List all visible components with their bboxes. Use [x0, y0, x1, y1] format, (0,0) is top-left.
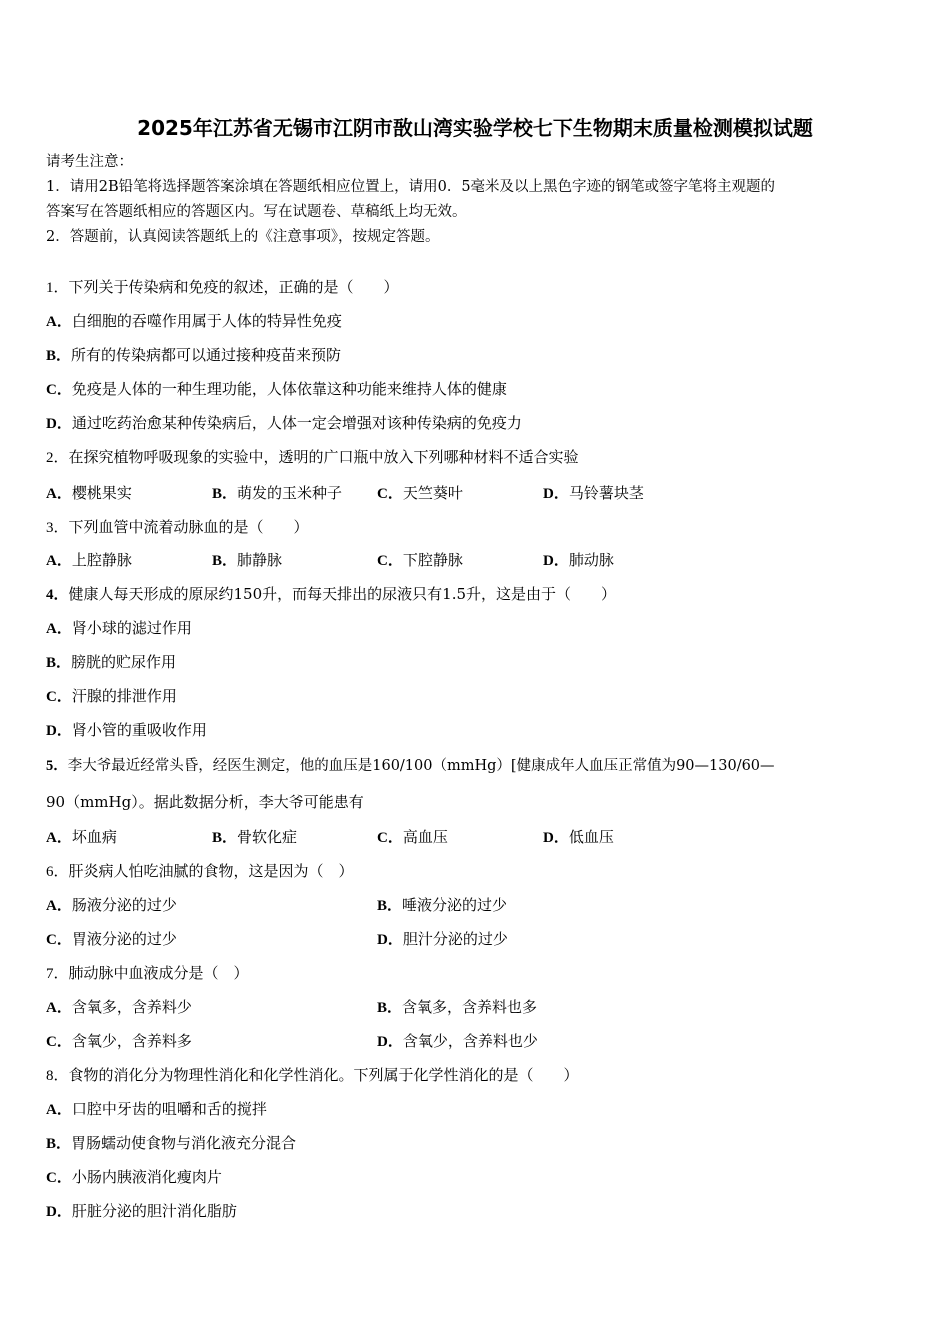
- question-number: 3．: [46, 520, 69, 536]
- question-6-stem: [46, 860, 354, 881]
- option-text: 肝脏分泌的胆汁消化脂肪: [71, 1202, 237, 1220]
- question-6-options-row-2: [46, 928, 906, 948]
- option-text: 肾小球的滤过作用: [71, 619, 192, 637]
- question-6-option-b: [377, 894, 507, 915]
- option-label: B．: [46, 1136, 72, 1152]
- option-text: 上腔静脉: [71, 551, 132, 569]
- option-text: 通过吃药治愈某种传染病后，人体一定会增强对该种传染病的免疫力: [71, 414, 522, 432]
- question-text: 下列关于传染病和免疫的叙述，正确的是（ ）: [68, 278, 399, 296]
- question-6-options-row-1: [46, 894, 906, 914]
- option-label: B．: [212, 553, 238, 569]
- option-text: 坏血病: [71, 828, 117, 846]
- question-text: 90（mmHg）。据此数据分析，李大爷可能患有: [46, 793, 364, 811]
- option-label: C．: [46, 1170, 72, 1186]
- question-number: 1．: [46, 280, 69, 296]
- option-text: 肺动脉: [568, 551, 614, 569]
- question-7-option-c: [46, 1030, 192, 1051]
- question-5-option-d: [543, 826, 614, 847]
- option-label: B．: [212, 486, 238, 502]
- question-2-option-b: [212, 482, 342, 503]
- option-label: A．: [46, 314, 72, 330]
- question-8-option-c: [46, 1166, 222, 1187]
- question-5-option-a: [46, 826, 117, 847]
- question-5-option-c: [377, 826, 448, 847]
- question-number: 6．: [46, 864, 69, 880]
- question-5-stem-continued: [46, 791, 364, 812]
- question-6-option-a: [46, 894, 177, 915]
- question-text: 李大爷最近经常头昏，经医生测定，他的血压是160/100（mmHg）[健康成年人血压正常值为90—130/60—: [67, 758, 775, 774]
- question-4-option-c: [46, 685, 177, 706]
- question-5-option-b: [212, 826, 297, 847]
- option-label: A．: [46, 1102, 72, 1118]
- option-label: A．: [46, 830, 72, 846]
- question-7-options-row-1: [46, 996, 906, 1016]
- page-title: 2025年江苏省无锡市江阴市敔山湾实验学校七下生物期末质量检测模拟试题: [137, 116, 813, 140]
- question-text: 肺动脉中血液成分是（ ）: [68, 964, 249, 982]
- option-label: A．: [46, 1000, 72, 1016]
- question-number: 4．: [46, 587, 69, 603]
- question-8-option-b: [46, 1132, 296, 1153]
- question-5-stem: [46, 754, 775, 775]
- option-text: 骨软化症: [237, 828, 298, 846]
- question-text: 健康人每天形成的原尿约150升，而每天排出的尿液只有1.5升，这是由于（ ）: [68, 585, 617, 603]
- question-1-option-a: [46, 310, 342, 331]
- option-text: 胆汁分泌的过少: [402, 930, 508, 948]
- notice-item: 2．答题前，认真阅读答题纸上的《注意事项》，按规定答题。: [46, 229, 440, 245]
- question-text: 肝炎病人怕吃油腻的食物，这是因为（ ）: [68, 862, 354, 880]
- option-label: C．: [46, 689, 72, 705]
- question-3-option-c: [377, 549, 463, 570]
- question-8-option-d: [46, 1200, 237, 1221]
- option-label: B．: [377, 898, 403, 914]
- option-label: B．: [46, 655, 72, 671]
- question-3-options: [46, 549, 906, 569]
- question-2-option-c: [377, 482, 463, 503]
- option-text: 樱桃果实: [71, 484, 132, 502]
- option-text: 白细胞的吞噬作用属于人体的特异性免疫: [71, 312, 342, 330]
- option-label: B．: [46, 348, 72, 364]
- question-1-option-b: [46, 344, 341, 365]
- question-7-option-b: [377, 996, 537, 1017]
- notice-heading: 请考生注意：: [46, 154, 133, 170]
- option-label: A．: [46, 621, 72, 637]
- question-number: 7．: [46, 966, 69, 982]
- question-4-option-a: [46, 617, 192, 638]
- question-6-option-c: [46, 928, 177, 949]
- question-text: 下列血管中流着动脉血的是（ ）: [68, 518, 309, 536]
- option-label: D．: [543, 830, 569, 846]
- option-label: D．: [543, 553, 569, 569]
- option-label: A．: [46, 898, 72, 914]
- question-4-stem: [46, 583, 616, 604]
- option-text: 萌发的玉米种子: [237, 484, 343, 502]
- question-7-stem: [46, 962, 249, 983]
- option-label: C．: [377, 830, 403, 846]
- option-label: D．: [46, 416, 72, 432]
- option-label: D．: [543, 486, 569, 502]
- option-text: 口腔中牙齿的咀嚼和舌的搅拌: [71, 1100, 267, 1118]
- question-2-options: [46, 482, 906, 502]
- question-6-option-d: [377, 928, 508, 949]
- option-text: 免疫是人体的一种生理功能，人体依靠这种功能来维持人体的健康: [71, 380, 507, 398]
- option-text: 所有的传染病都可以通过接种疫苗来预防: [71, 346, 342, 364]
- option-text: 肠液分泌的过少: [71, 896, 177, 914]
- option-text: 汗腺的排泄作用: [71, 687, 177, 705]
- option-text: 胃液分泌的过少: [71, 930, 177, 948]
- option-label: A．: [46, 553, 72, 569]
- question-3-stem: [46, 516, 309, 537]
- question-2-option-a: [46, 482, 132, 503]
- option-label: B．: [377, 1000, 403, 1016]
- option-text: 含氧多，含养料也多: [402, 998, 538, 1016]
- question-text: 食物的消化分为物理性消化和化学性消化。下列属于化学性消化的是（ ）: [68, 1066, 579, 1084]
- question-3-option-d: [543, 549, 614, 570]
- question-2-option-d: [543, 482, 644, 503]
- option-label: C．: [377, 553, 403, 569]
- option-text: 肺静脉: [237, 551, 283, 569]
- option-label: C．: [377, 486, 403, 502]
- option-text: 低血压: [568, 828, 614, 846]
- question-8-option-a: [46, 1098, 267, 1119]
- option-text: 马铃薯块茎: [568, 484, 644, 502]
- option-label: C．: [46, 932, 72, 948]
- option-label: B．: [212, 830, 238, 846]
- option-text: 小肠内胰液消化瘦肉片: [71, 1168, 222, 1186]
- notice-item: 答案写在答题纸相应的答题区内。写在试题卷、草稿纸上均无效。: [46, 204, 467, 220]
- option-text: 唾液分泌的过少: [402, 896, 508, 914]
- option-label: D．: [377, 932, 403, 948]
- question-4-option-d: [46, 719, 207, 740]
- option-text: 含氧多，含养料少: [71, 998, 192, 1016]
- question-7-options-row-2: [46, 1030, 906, 1050]
- option-label: C．: [46, 1034, 72, 1050]
- question-text: 在探究植物呼吸现象的实验中，透明的广口瓶中放入下列哪种材料不适合实验: [68, 448, 579, 466]
- option-text: 膀胱的贮尿作用: [71, 653, 177, 671]
- notice-item: 1．请用2B铅笔将选择题答案涂填在答题纸相应位置上，请用0．5毫米及以上黑色字迹的钢笔或签字笔将主观题的: [46, 179, 776, 195]
- question-2-stem: [46, 446, 579, 467]
- notice-block: [46, 150, 906, 250]
- option-label: D．: [46, 1204, 72, 1220]
- option-text: 高血压: [402, 828, 448, 846]
- question-number: 8．: [46, 1068, 69, 1084]
- question-1-option-c: [46, 378, 507, 399]
- option-text: 胃肠蠕动使食物与消化液充分混合: [71, 1134, 297, 1152]
- option-label: D．: [377, 1034, 403, 1050]
- question-5-options: [46, 826, 906, 846]
- option-text: 下腔静脉: [402, 551, 463, 569]
- question-8-stem: [46, 1064, 579, 1085]
- option-text: 含氧少，含养料多: [71, 1032, 192, 1050]
- question-3-option-a: [46, 549, 132, 570]
- question-7-option-a: [46, 996, 192, 1017]
- question-1-stem: [46, 276, 399, 297]
- option-text: 肾小管的重吸收作用: [71, 721, 207, 739]
- question-1-option-d: [46, 412, 522, 433]
- option-text: 含氧少，含养料也少: [402, 1032, 538, 1050]
- option-label: D．: [46, 723, 72, 739]
- question-7-option-d: [377, 1030, 538, 1051]
- question-3-option-b: [212, 549, 282, 570]
- option-text: 天竺葵叶: [402, 484, 463, 502]
- question-number: 5．: [46, 758, 68, 774]
- option-label: A．: [46, 486, 72, 502]
- question-4-option-b: [46, 651, 176, 672]
- question-number: 2．: [46, 450, 69, 466]
- option-label: C．: [46, 382, 72, 398]
